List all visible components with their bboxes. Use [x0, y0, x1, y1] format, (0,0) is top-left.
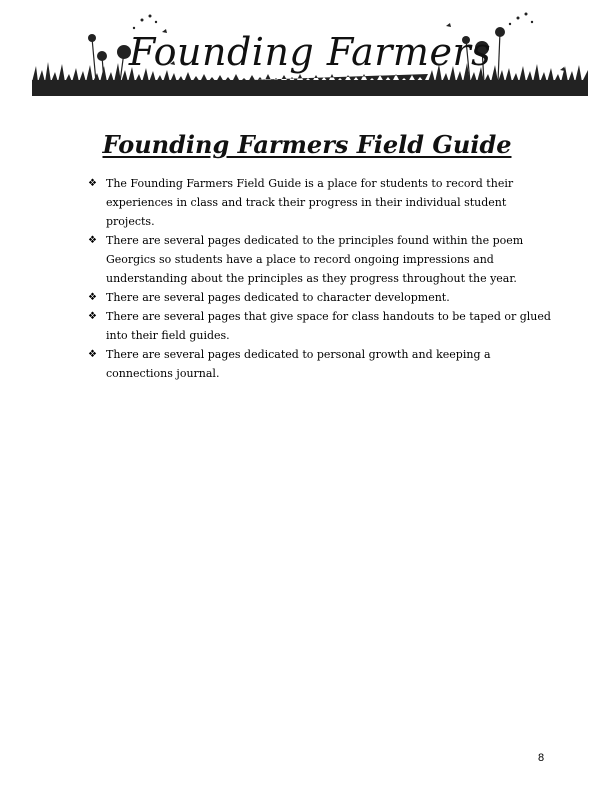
page-number: 8 [538, 752, 545, 764]
bullet-icon: ❖ [88, 292, 97, 303]
bullet-icon: ❖ [88, 349, 97, 360]
list-item-text: There are several pages that give space for class handouts to be taped or glued into their field guides. [106, 310, 551, 342]
bullet-list [88, 174, 558, 383]
bullet-icon: ❖ [88, 311, 97, 322]
header-banner [32, 8, 588, 96]
list-item [88, 174, 558, 231]
list-item-text: The Founding Farmers Field Guide is a place for students to record their experiences in class and track their progress in their individual student projects. [106, 177, 514, 228]
list-item [88, 231, 558, 288]
list-item-text: There are several pages dedicated to the principles found within the poem Georgics so students have a place to record ongoing impressions and understanding about the principles as they progress throughout the year. [106, 234, 524, 285]
list-item [88, 288, 558, 307]
list-item [88, 345, 558, 383]
list-item-text: There are several pages dedicated to character development. [106, 291, 450, 304]
page-title: Founding Farmers Field Guide [102, 130, 512, 159]
bullet-icon: ❖ [88, 178, 97, 189]
list-item [88, 307, 558, 345]
banner-title: Founding Farmers [128, 30, 492, 74]
bullet-icon: ❖ [88, 235, 97, 246]
list-item-text: There are several pages dedicated to personal growth and keeping a connections journal. [106, 348, 491, 380]
